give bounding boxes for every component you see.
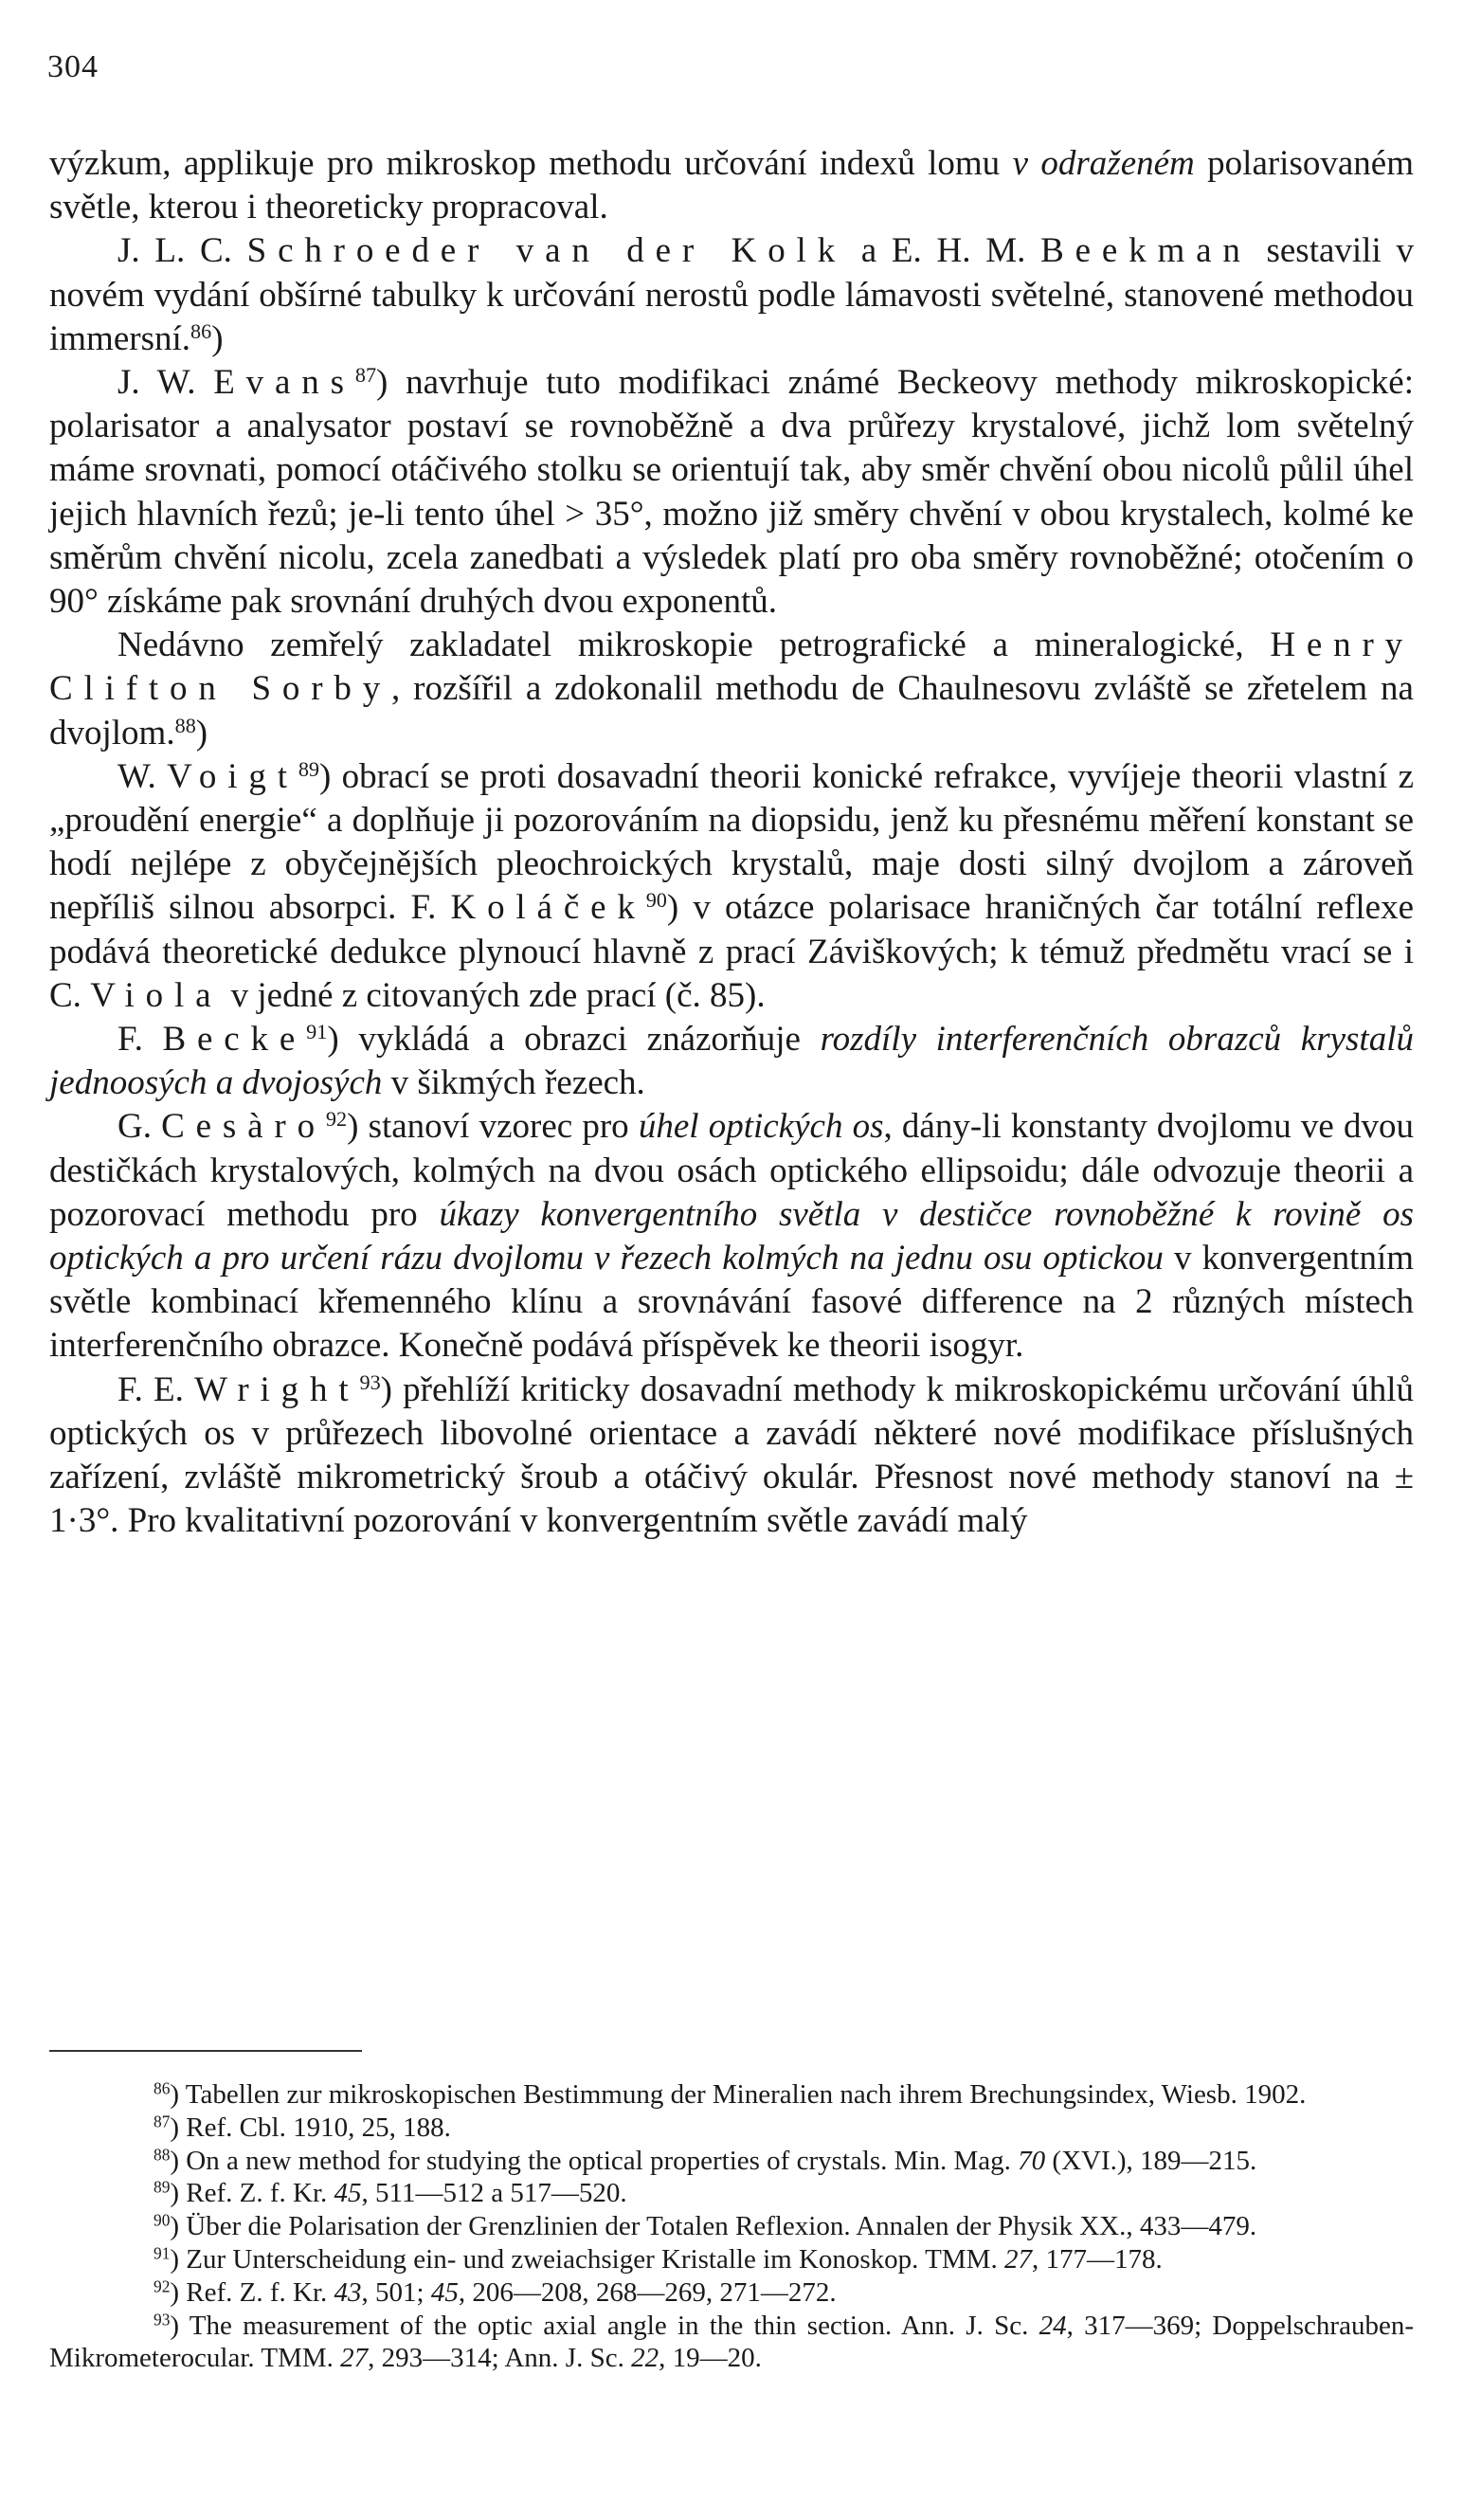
italic-run: úkazy konvergentního světla v destičce rovnoběžné k rovině os optických a pro určení rázu dvojlomu v řezech kolmých na jednu osu optickou bbox=[49, 1194, 1415, 1278]
footnote-ref: 93 bbox=[359, 1369, 381, 1394]
paragraph-5 bbox=[49, 755, 1414, 1018]
paragraph-4 bbox=[49, 624, 1414, 755]
footnote-ref: 88 bbox=[154, 2145, 171, 2165]
italic-run: 43 bbox=[334, 2276, 362, 2308]
italic-run: 22 bbox=[631, 2343, 659, 2374]
text-run: výzkum, applikuje pro mikroskop methodu určování indexů lomu bbox=[49, 144, 1013, 183]
text-run: F. bbox=[117, 1020, 163, 1060]
text-run: ) The measurement of the optic axial angle in the thin section. Ann. J. Sc. bbox=[170, 2310, 1039, 2341]
italic-run: 70 bbox=[1018, 2145, 1046, 2176]
text-run: , 177—178. bbox=[1031, 2243, 1163, 2275]
author-name: Koláček bbox=[450, 888, 646, 928]
text-run: ) Tabellen zur mikroskopischen Bestimmung der Mineralien nach ihrem Brechungsindex, Wiesb. 1902. bbox=[170, 2079, 1307, 2110]
footnote-ref: 88 bbox=[174, 713, 196, 737]
footnote-divider bbox=[49, 2050, 362, 2052]
text-run: ) obrací se proti dosavadní theorii konické refrakce, vyvíjeje theorii vlastní z „proudění energie“ a doplňuje ji pozorováním na diopsidu, jenž ku přesnému měření konstant se hodí nejlépe z obyčejnějších pleochroických krystalů, maje dosti silný dvojlom a zároveň nepříliš silnou absorpci. F. bbox=[49, 756, 1414, 928]
author-name: Beekman bbox=[1040, 231, 1252, 271]
text-run: ) Ref. Cbl. 1910, 25, 188. bbox=[170, 2112, 451, 2143]
author-name: Voigt bbox=[167, 756, 298, 796]
paragraph-3 bbox=[49, 361, 1414, 624]
footnote-ref: 91 bbox=[306, 1019, 328, 1043]
italic-run: 45 bbox=[334, 2178, 362, 2209]
text-run: ) přehlíží kriticky dosavadní methody k mikroskopickému určování úhlů optických os v průřezech libovolné orientace a zavádí některé nové modifikace příslušných zařízení, zvláště mikrometrický šroub a otáčivý okulár. Přesnost nové methody stanoví na ± 1·3°. Pro kvalitativní pozorování v konvergentním světle zavádí malý bbox=[49, 1369, 1415, 1541]
text-run: ) bbox=[211, 318, 224, 358]
text-run: , 511—512 a 517—520. bbox=[361, 2178, 627, 2209]
text-run: , 293—314; Ann. J. Sc. bbox=[368, 2343, 632, 2374]
footnote-87 bbox=[49, 2112, 1414, 2145]
footnote-ref: 90 bbox=[645, 888, 667, 913]
page-number: 304 bbox=[47, 49, 99, 84]
text-run: (XVI.), 189—215. bbox=[1045, 2145, 1257, 2176]
text-run: , dány-li konstanty dvojlomu ve dvou destičkách krystalových, kolmých na dvou osách optického ellipsoidu; dále odvozuje theorii a pozorovací methodu pro bbox=[49, 1107, 1414, 1234]
footnote-89 bbox=[49, 2177, 1414, 2210]
paragraph-7 bbox=[49, 1105, 1414, 1368]
footnote-92 bbox=[49, 2276, 1414, 2310]
author-name: Becke bbox=[162, 1020, 307, 1060]
text-run: ) stanoví vzorec pro bbox=[347, 1107, 639, 1147]
paragraph-8 bbox=[49, 1369, 1414, 1544]
text-run: v jedné z citovaných zde prací (č. 85). bbox=[222, 975, 766, 1015]
text-run: ) bbox=[195, 713, 208, 752]
italic-run: rozdíly interferenčních obrazců krystalů jednoosých a dvojosých bbox=[49, 1020, 1414, 1103]
italic-run: úhel optických os bbox=[638, 1107, 884, 1147]
footnote-93 bbox=[49, 2310, 1414, 2376]
text-run: J. W. bbox=[117, 363, 214, 403]
text-run: v konvergentním světle kombinací křemenného klínu a srovnávání fasové difference na 2 různých místech interferenčního obrazce. Konečně podává příspěvek ke theorii isogyr. bbox=[49, 1239, 1415, 1366]
footnote-ref: 86 bbox=[154, 2078, 171, 2098]
text-run: Nedávno zemřelý zakladatel mikroskopie petrografické a mineralogické, bbox=[117, 625, 1271, 665]
text-run: ) v otázce polarisace hraničných čar totální reflexe podává theoretické dedukce plynoucí hlavně z prací Záviškových; k témuž předmětu vrací se i C. bbox=[49, 888, 1414, 1015]
text-run: ) Ref. Z. f. Kr. bbox=[170, 2178, 334, 2209]
text-run: a E. H. M. bbox=[846, 231, 1041, 271]
text-run: G. bbox=[117, 1107, 162, 1147]
footnote-ref: 92 bbox=[325, 1107, 348, 1132]
text-run: F. E. bbox=[117, 1369, 195, 1409]
text-run: ) Über die Polarisation der Grenzlinien der Totalen Reflexion. Annalen der Physik XX., 433—479. bbox=[170, 2211, 1257, 2242]
body-text bbox=[49, 142, 1414, 1544]
text-run: ) Ref. Z. f. Kr. bbox=[170, 2276, 334, 2308]
author-name: Wright bbox=[194, 1369, 360, 1409]
italic-run: 27 bbox=[340, 2343, 369, 2374]
text-run: , 501; bbox=[361, 2276, 431, 2308]
paragraph-6 bbox=[49, 1018, 1414, 1105]
footnote-88 bbox=[49, 2145, 1414, 2178]
footnote-ref: 86 bbox=[190, 318, 212, 343]
text-run: , 317—369; Doppelschrauben-Mikrometerocular. TMM. bbox=[49, 2310, 1414, 2374]
footnote-90 bbox=[49, 2210, 1414, 2243]
footnote-ref: 89 bbox=[154, 2177, 171, 2197]
italic-run: 45 bbox=[430, 2276, 459, 2308]
italic-run: 27 bbox=[1003, 2243, 1032, 2275]
footnote-ref: 87 bbox=[154, 2112, 171, 2131]
text-run: , rozšířil a zdokonalil methodu de Chaulnesovu zvláště se zřetelem na dvojlom. bbox=[49, 669, 1414, 752]
footnote-86 bbox=[49, 2078, 1414, 2112]
text-run: ) Zur Unterscheidung ein- und zweiachsiger Kristalle im Konoskop. TMM. bbox=[170, 2243, 1004, 2275]
italic-run: 24 bbox=[1039, 2310, 1067, 2341]
text-run: J. L. C. bbox=[117, 231, 247, 271]
footnote-ref: 87 bbox=[354, 362, 377, 387]
footnote-91 bbox=[49, 2243, 1414, 2276]
paragraph-1 bbox=[49, 142, 1414, 229]
footnote-ref: 92 bbox=[154, 2276, 171, 2296]
italic-run: v odraženém bbox=[1012, 144, 1195, 183]
footnotes bbox=[49, 2078, 1414, 2375]
text-run: v šikmých řezech. bbox=[382, 1063, 645, 1103]
author-name: Henry Clifton Sorby bbox=[49, 625, 1414, 709]
footnote-ref: 89 bbox=[298, 756, 320, 781]
text-run: ) On a new method for studying the optical properties of crystals. Min. Mag. bbox=[170, 2145, 1019, 2176]
text-run: ) vykládá a obrazci znázorňuje bbox=[327, 1020, 821, 1060]
author-name: Cesàro bbox=[161, 1107, 326, 1147]
author-name: Viola bbox=[90, 975, 223, 1015]
text-run: sestavili v novém vydání obšírné tabulky k určování nerostů podle lámavosti světelné, stanovené methodou immersní. bbox=[49, 231, 1414, 358]
footnote-ref: 93 bbox=[154, 2310, 171, 2330]
text-run: polarisovaném světle, kterou i theoreticky propracoval. bbox=[49, 144, 1414, 227]
paragraph-2 bbox=[49, 229, 1414, 361]
text-run: , 19—20. bbox=[659, 2343, 762, 2374]
footnote-ref: 91 bbox=[154, 2243, 171, 2263]
text-run: ) navrhuje tuto modifikaci známé Beckeovy methody mikroskopické: polarisator a analysator postaví se rovnoběžně a dva průřezy krystalové, jichž lom světelný máme srovnati, pomocí otáčivého stolku se orientují tak, aby směr chvění obou nicolů půlil úhel jejich hlavních řezů; je-li tento úhel > 35°, možno již směry chvění v obou krystalech, kolmé ke směrům chvění nicolu, zcela zanedbati a výsledek platí pro oba směry rovnoběžné; otočením o 90° získáme pak srovnání druhých dvou exponentů. bbox=[49, 363, 1414, 622]
text-run: W. bbox=[117, 756, 168, 796]
author-name: Evans bbox=[213, 363, 355, 403]
footnote-ref: 90 bbox=[154, 2210, 171, 2230]
author-name: Schroeder van der Kolk bbox=[246, 231, 847, 271]
text-run: , 206—208, 268—269, 271—272. bbox=[458, 2276, 837, 2308]
